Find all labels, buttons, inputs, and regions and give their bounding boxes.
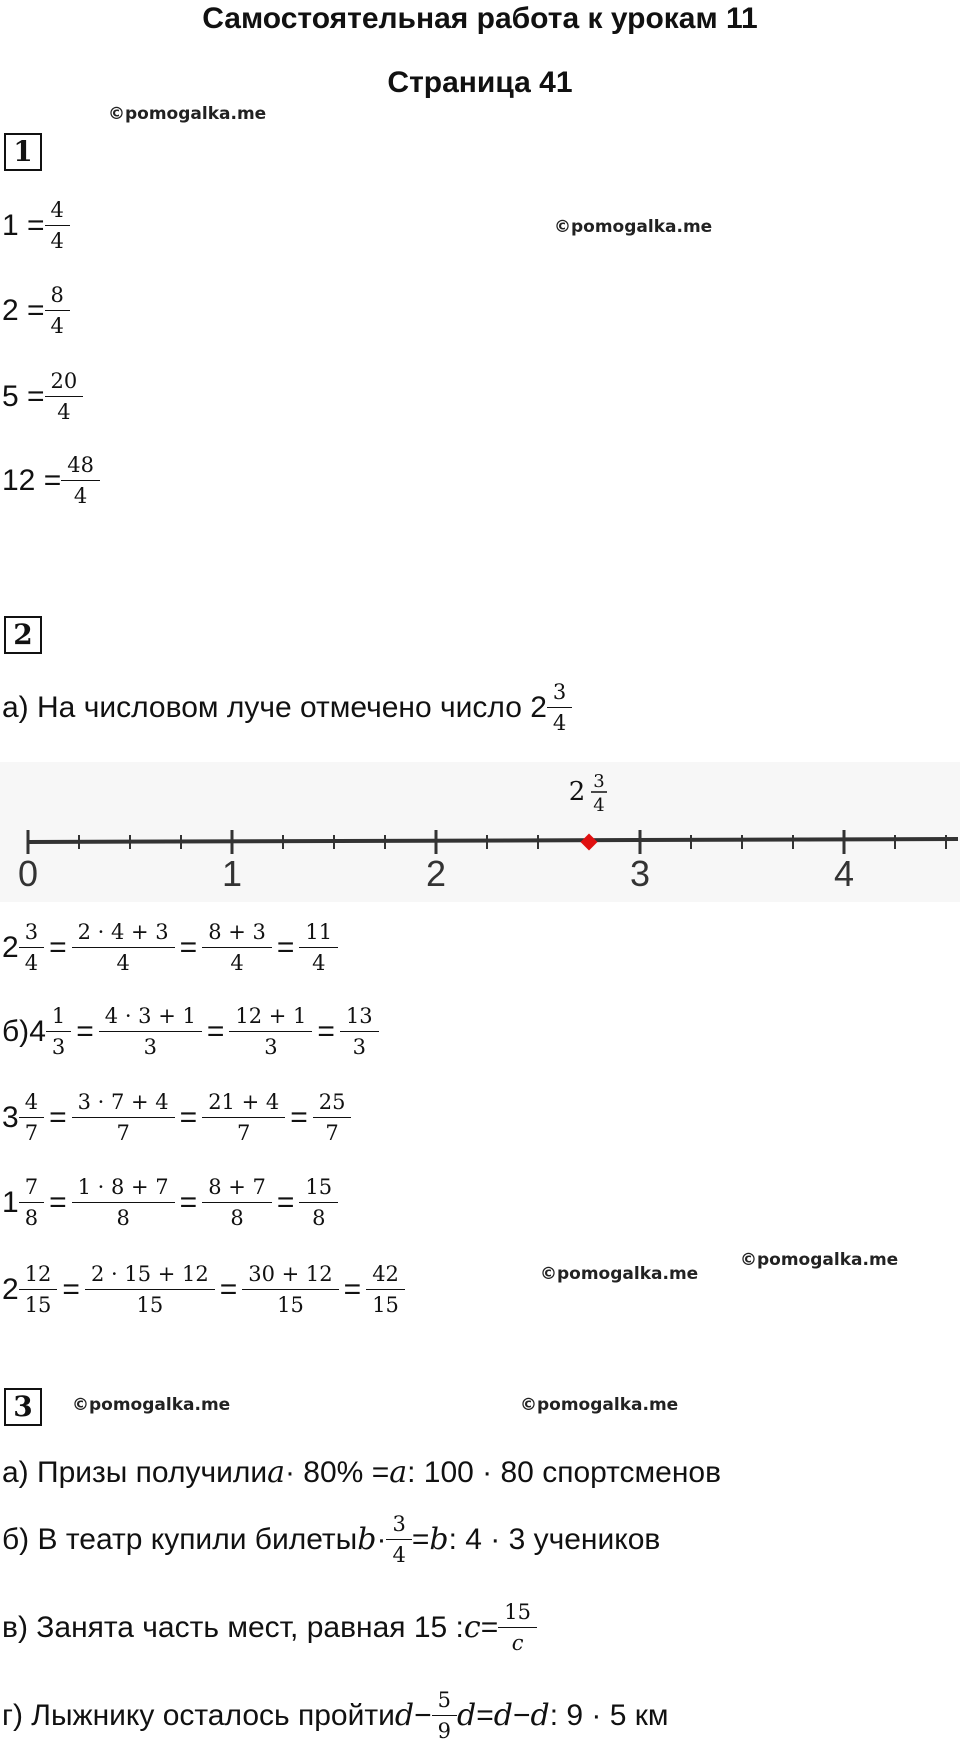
- task-number-box: 3: [4, 1388, 42, 1426]
- fraction: $\frac{8}{4}$: [48, 283, 67, 338]
- task3-part-c: в) Занята часть мест, равная 15 : c = $\frac{15}{c}$: [2, 1600, 537, 1655]
- row-whole: 4: [29, 1014, 46, 1048]
- fraction: $\frac{3}{4}$: [22, 920, 41, 975]
- fraction: $\frac{2 \cdot 4 + 3}{4}$: [75, 920, 172, 975]
- number-line-axis: [28, 839, 958, 842]
- row-prefix: б): [2, 1014, 30, 1048]
- fraction: $\frac{20}{4}$: [48, 369, 81, 424]
- fraction: $\frac{2 \cdot 15 + 12}{15}$: [88, 1262, 212, 1317]
- number-line-svg: [0, 762, 960, 902]
- task-number-box: 2: [4, 616, 42, 654]
- fraction: $\frac{11}{4}$: [302, 920, 335, 975]
- task2-part-a: [2, 680, 572, 735]
- tick-label: 4: [833, 853, 855, 894]
- fraction: $\frac{7}{8}$: [22, 1175, 41, 1230]
- fraction: $\frac{13}{3}$: [343, 1004, 376, 1059]
- marked-point: [581, 834, 598, 851]
- mark-label-numerator: 3: [593, 771, 605, 792]
- fraction: $\frac{15}{c}$: [501, 1600, 534, 1655]
- fraction: $\frac{5}{9}$: [435, 1688, 454, 1743]
- fraction: $\frac{48}{4}$: [64, 453, 97, 508]
- task2-row: 1 $\frac{7}{8}$ = $\frac{1 \cdot 8 + 7}{8}$ = $\frac{8 + 7}{8}$ = $\frac{15}{8}$: [2, 1175, 338, 1230]
- task2-row: б) 4 $\frac{1}{3}$ = $\frac{4 \cdot 3 + 1}{3}$ = $\frac{12 + 1}{3}$ = $\frac{13}{3}$: [2, 1004, 379, 1059]
- fraction: $\frac{8 + 7}{8}$: [205, 1175, 269, 1230]
- fraction: $\frac{30 + 12}{15}$: [245, 1262, 335, 1317]
- fraction: $\frac{1 \cdot 8 + 7}{8}$: [75, 1175, 172, 1230]
- watermark: ©pomogalka.me: [520, 1395, 679, 1415]
- fraction: $\frac{15}{8}$: [302, 1175, 335, 1230]
- page-subtitle: Страница 41: [387, 66, 573, 99]
- task1-row: [2, 283, 70, 338]
- row-whole: 2: [2, 930, 19, 964]
- watermark: ©pomogalka.me: [108, 104, 267, 124]
- fraction: $\frac{4}{4}$: [48, 198, 67, 253]
- mark-label-whole: 2: [568, 777, 586, 807]
- tick-label: 1: [221, 853, 243, 894]
- fraction: $\frac{42}{15}$: [369, 1262, 402, 1317]
- watermark: ©pomogalka.me: [554, 217, 713, 237]
- watermark: ©pomogalka.me: [740, 1250, 899, 1270]
- fraction: $\frac{25}{7}$: [316, 1090, 349, 1145]
- fraction: $\frac{4 \cdot 3 + 1}{3}$: [102, 1004, 199, 1059]
- fraction: $\frac{3 \cdot 7 + 4}{7}$: [75, 1090, 172, 1145]
- page-title: Самостоятельная работа к урокам 11: [202, 2, 758, 35]
- task2-row: 3 $\frac{4}{7}$ = $\frac{3 \cdot 7 + 4}{7}$ = $\frac{21 + 4}{7}$ = $\frac{25}{7}$: [2, 1090, 351, 1145]
- fraction: $\frac{8 + 3}{4}$: [205, 920, 269, 975]
- number-line-figure: [0, 762, 960, 902]
- task3-part-a: а) Призы получили a · 80% = a : 100 · 80 спортсменов: [2, 1455, 722, 1490]
- task-number-box: 1: [4, 133, 42, 171]
- row-whole: 3: [2, 1100, 19, 1134]
- tick-label: 0: [17, 853, 39, 894]
- watermark: ©pomogalka.me: [72, 1395, 231, 1415]
- task1-row: [2, 453, 100, 508]
- row-whole: 12 =: [2, 463, 62, 497]
- row-whole: 1: [2, 1185, 19, 1219]
- fraction: $\frac{3}{4}$: [389, 1512, 408, 1567]
- tick-label: 2: [425, 853, 447, 894]
- task1-row: [2, 198, 70, 253]
- task3-part-d: г) Лыжнику осталось пройти d − $\frac{5}{9}$ d = d − d : 9 · 5 км: [2, 1688, 669, 1744]
- part-a-text: а) На числовом луче отмечено число 2: [2, 690, 547, 724]
- row-whole: 2: [2, 1272, 19, 1306]
- fraction: $\frac{21 + 4}{7}$: [205, 1090, 282, 1145]
- fraction: $\frac{12}{15}$: [22, 1262, 55, 1317]
- task2-row: 2 $\frac{3}{4}$ = $\frac{2 \cdot 4 + 3}{4}$ = $\frac{8 + 3}{4}$ = $\frac{11}{4}$: [2, 920, 338, 975]
- row-whole: 5 =: [2, 379, 45, 413]
- task2-row: 2 $\frac{12}{15}$ = $\frac{2 \cdot 15 + 12}{15}$ = $\frac{30 + 12}{15}$ = $\frac{42}{15}$: [2, 1262, 405, 1317]
- row-whole: 1 =: [2, 208, 45, 242]
- watermark: ©pomogalka.me: [540, 1264, 699, 1284]
- row-whole: 2 =: [2, 293, 45, 327]
- fraction: $\frac{4}{7}$: [22, 1090, 41, 1145]
- task3-part-b: б) В театр купили билеты b · $\frac{3}{4}$ = b : 4 · 3 учеников: [2, 1512, 661, 1568]
- fraction: $\frac{12 + 1}{3}$: [232, 1004, 309, 1059]
- tick-label: 3: [629, 853, 651, 894]
- fraction: $\frac{1}{3}$: [49, 1004, 68, 1059]
- fraction: $\frac{3}{4}$: [550, 680, 569, 735]
- task1-row: [2, 369, 83, 424]
- mark-label-denominator: 4: [593, 795, 605, 816]
